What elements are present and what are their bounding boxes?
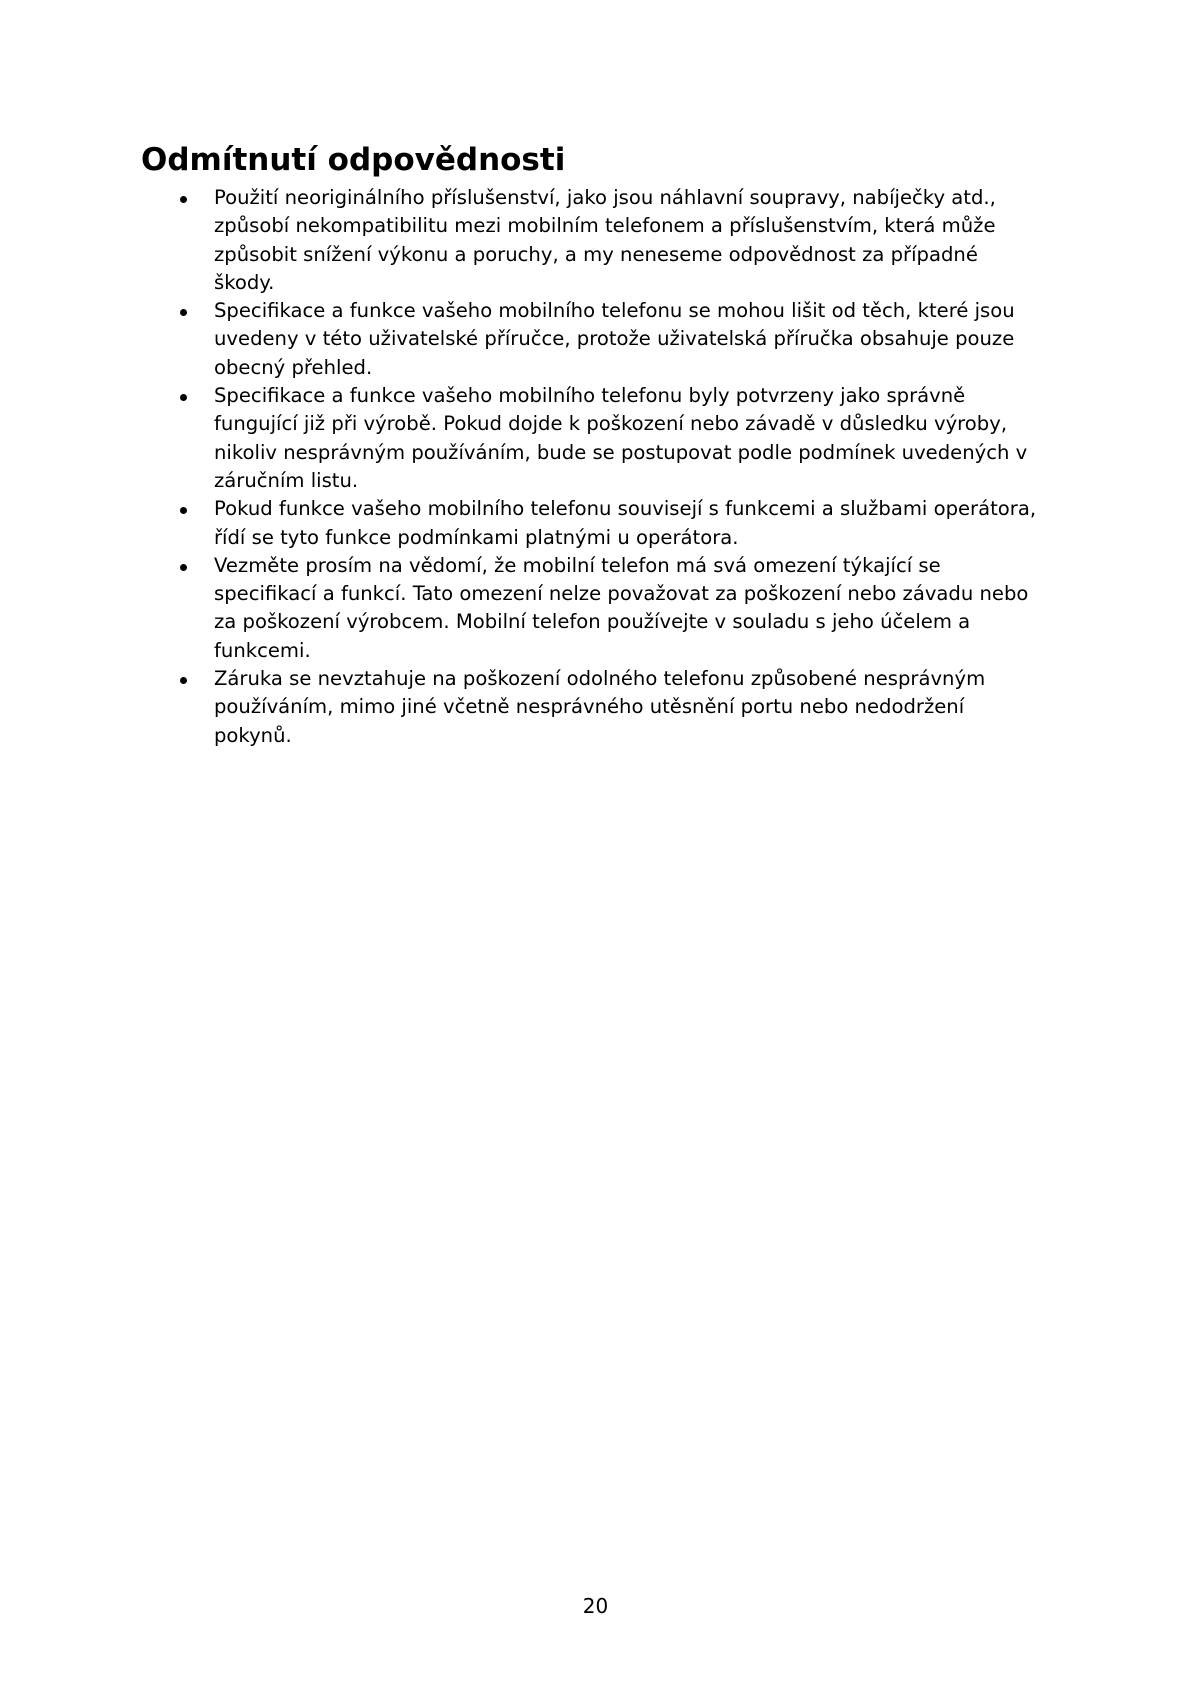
- text-line: používáním, mimo jiné včetně nesprávného utěsnění portu nebo nedodržení: [214, 695, 965, 719]
- disclaimer-list: [141, 184, 1081, 750]
- section-title: Odmítnutí odpovědnosti: [141, 142, 566, 178]
- list-item: [141, 495, 1081, 552]
- list-item: [141, 184, 1081, 297]
- bullet-icon: [180, 394, 187, 401]
- list-item-text: [214, 552, 1081, 665]
- text-line: škody.: [214, 270, 275, 294]
- text-line: za poškození výrobcem. Mobilní telefon používejte v souladu s jeho účelem a: [214, 610, 971, 634]
- list-item-text: [214, 184, 1081, 297]
- text-line: způsobí nekompatibilitu mezi mobilním telefonem a příslušenstvím, která může: [214, 214, 996, 238]
- list-item: [141, 382, 1081, 495]
- bullet-icon: [180, 507, 187, 514]
- list-item-text: [214, 297, 1081, 382]
- list-item-text: [214, 665, 1081, 750]
- text-line: obecný přehled.: [214, 355, 373, 379]
- text-line: uvedeny v této uživatelské příručce, protože uživatelská příručka obsahuje pouze: [214, 327, 1015, 351]
- text-line: Specifikace a funkce vašeho mobilního telefonu byly potvrzeny jako správně: [214, 384, 966, 408]
- bullet-icon: [180, 309, 187, 316]
- list-item-text: [214, 382, 1081, 495]
- text-line: Vezměte prosím na vědomí, že mobilní telefon má svá omezení týkající se: [214, 553, 941, 577]
- text-line: záručním listu.: [214, 468, 359, 492]
- text-line: nikoliv nesprávným používáním, bude se postupovat podle podmínek uvedených v: [214, 440, 1028, 464]
- text-line: Použití neoriginálního příslušenství, jako jsou náhlavní soupravy, nabíječky atd.,: [214, 186, 996, 209]
- text-line: funkcemi.: [214, 638, 311, 662]
- bullet-icon: [180, 677, 187, 684]
- text-line: Specifikace a funkce vašeho mobilního telefonu se mohou lišit od těch, které jsou: [214, 299, 1015, 323]
- text-line: fungující již při výrobě. Pokud dojde k poškození nebo závadě v důsledku výroby,: [214, 412, 1008, 436]
- bullet-icon: [180, 196, 187, 203]
- page-number: 20: [582, 1594, 609, 1618]
- list-item: [141, 665, 1081, 750]
- list-item-text: [214, 495, 1081, 552]
- text-line: způsobit snížení výkonu a poruchy, a my neneseme odpovědnost za případné: [214, 242, 978, 266]
- text-line: Pokud funkce vašeho mobilního telefonu souvisejí s funkcemi a službami operátora,: [214, 497, 1037, 521]
- list-item: [141, 552, 1081, 665]
- text-line: pokynů.: [214, 723, 292, 747]
- bullet-icon: [180, 564, 187, 571]
- text-line: specifikací a funkcí. Tato omezení nelze považovat za poškození nebo závadu nebo: [214, 582, 1029, 606]
- text-line: řídí se tyto funkce podmínkami platnými u operátora.: [214, 525, 739, 549]
- text-line: Záruka se nevztahuje na poškození odolného telefonu způsobené nesprávným: [214, 667, 986, 691]
- list-item: [141, 297, 1081, 382]
